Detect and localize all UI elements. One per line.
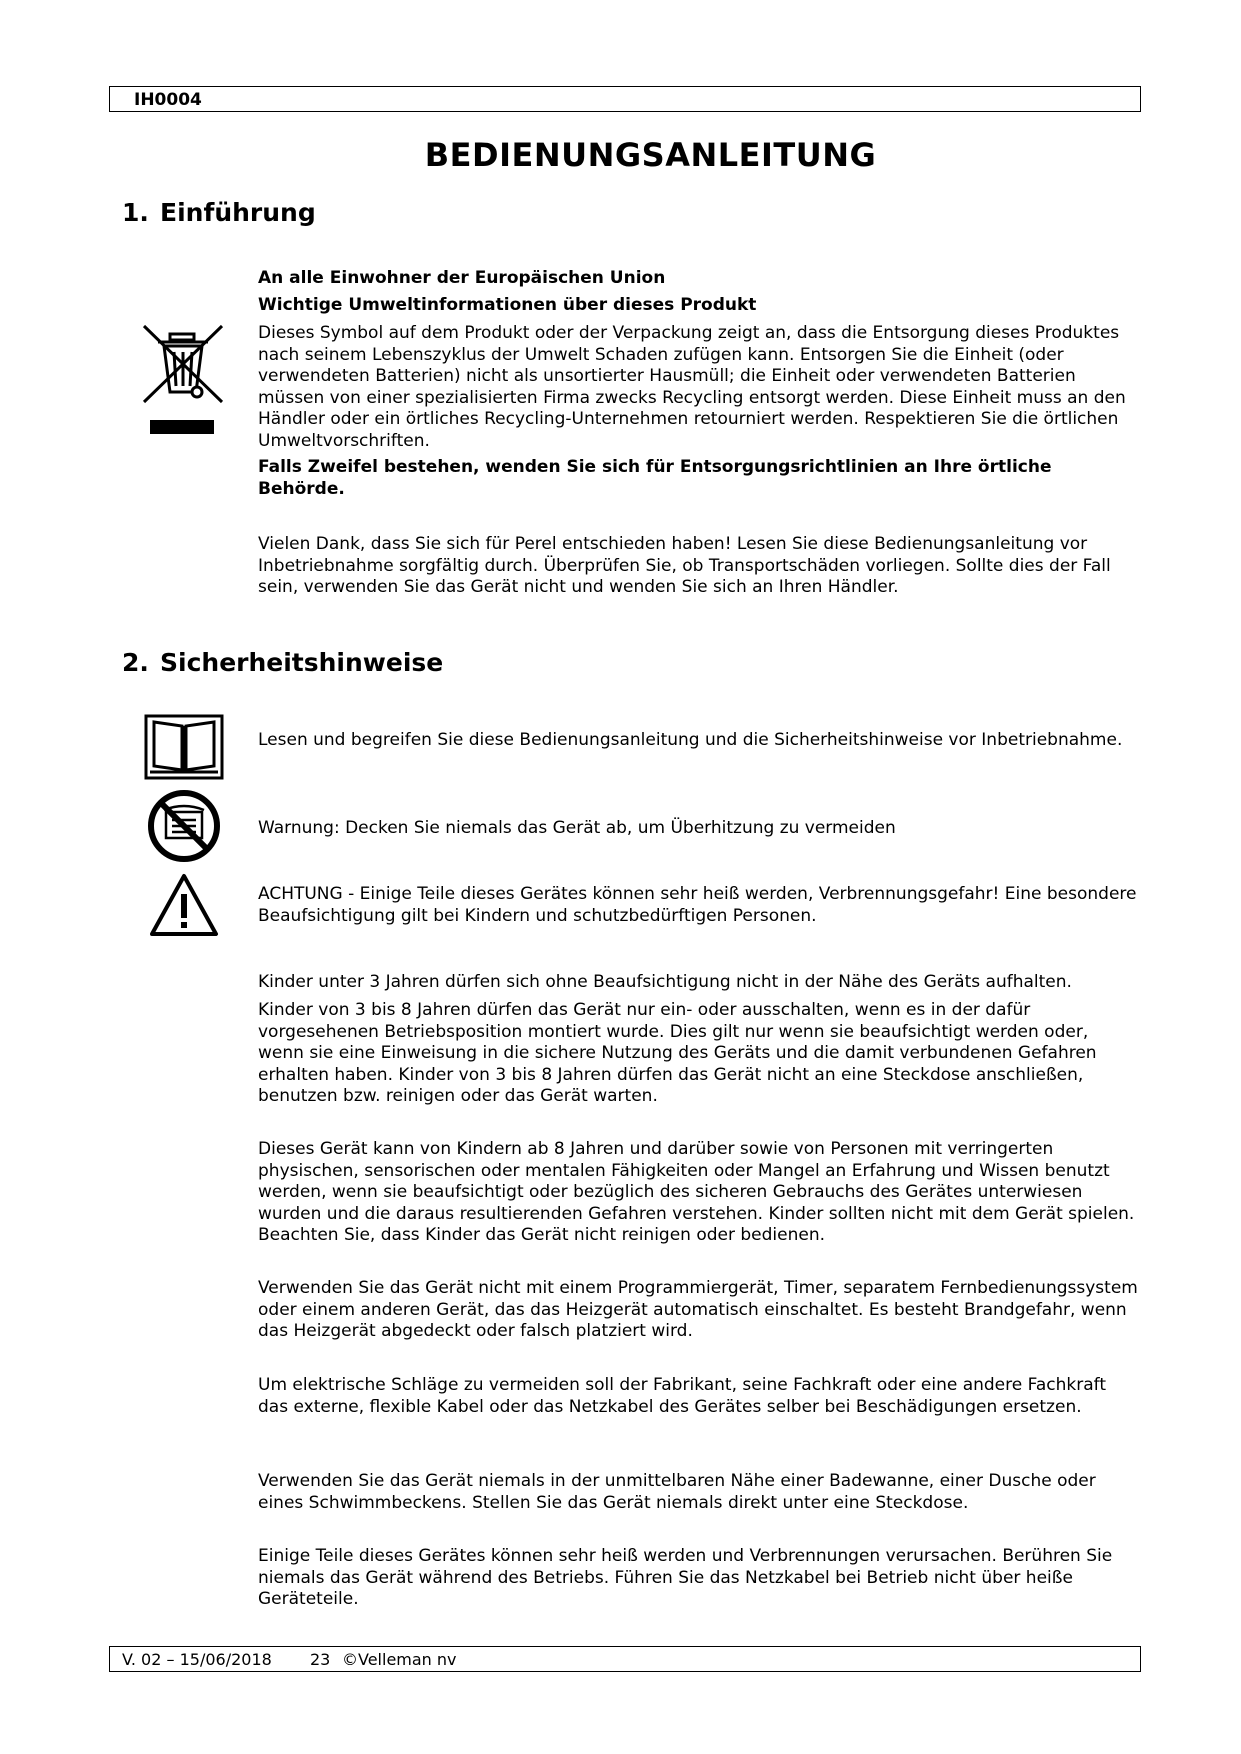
no-timer-text: Verwenden Sie das Gerät nicht mit einem Programmiergerät, Timer, separatem Fernbedienungssystem oder einem anderen Gerät, das das Heizgerät automatisch einschaltet. Es besteht Brandgefahr, wenn das Heizgerät abgedeckt oder falsch platziert wird. xyxy=(258,1278,1138,1341)
footer-version: V. 02 – 15/06/2018 xyxy=(122,1650,272,1669)
hot-parts-text: Einige Teile dieses Gerätes können sehr heiß werden und Verbrennungen verursachen. Berühren Sie niemals das Gerät während des Betriebs. Führen Sie das Netzkabel bei Betrieb nicht über heiße Geräteteile. xyxy=(258,1546,1113,1609)
disposal-doubt-text: Falls Zweifel bestehen, wenden Sie sich für Entsorgungsrichtlinien an Ihre örtliche Behörde. xyxy=(258,457,1052,499)
hot-parts-warning-text: ACHTUNG - Einige Teile dieses Gerätes können sehr heiß werden, Verbrennungsgefahr! Eine besondere Beaufsichtigung gilt bei Kindern und schutzbedürftigen Personen. xyxy=(258,884,1137,926)
section-heading-introduction xyxy=(122,198,316,227)
bathroom-text: Verwenden Sie das Gerät niemals in der unmittelbaren Nähe einer Badewanne, einer Dusche oder eines Schwimmbeckens. Stellen Sie das Gerät niemals direkt unter eine Steckdose. xyxy=(258,1471,1096,1513)
footer-page-number: 23 xyxy=(310,1650,331,1669)
section-heading-safety xyxy=(122,648,443,677)
read-manual-text: Lesen und begreifen Sie diese Bedienungsanleitung und die Sicherheitshinweise vor Inbetriebnahme. xyxy=(258,730,1123,750)
header-box xyxy=(109,86,1141,112)
children-3-to-8-text: Kinder von 3 bis 8 Jahren dürfen das Gerät nur ein- oder ausschalten, wenn es in der dafür vorgesehenen Betriebsposition montiert wurde. Dies gilt nur wenn sie beaufsichtigt werden oder, wenn sie eine Einweisung in die sichere Nutzung des Geräts und die damit verbundenen Gefahren erhalten haben. Kinder von 3 bis 8 Jahren dürfen das Gerät nicht an eine Steckdose anschließen, benutzen bzw. reinigen oder das Gerät warten. xyxy=(258,1000,1097,1106)
section-number: 1. xyxy=(122,198,149,227)
section-number: 2. xyxy=(122,648,149,677)
section-title: Einführung xyxy=(160,198,316,227)
footer-copyright: ©Velleman nv xyxy=(342,1650,457,1669)
cable-replacement-text: Um elektrische Schläge zu vermeiden soll der Fabrikant, seine Fachkraft oder eine andere Fachkraft das externe, flexible Kabel oder das Netzkabel des Gerätes selber bei Beschädigungen ersetzen. xyxy=(258,1375,1106,1417)
environment-heading: Wichtige Umweltinformationen über dieses Produkt xyxy=(258,295,757,315)
section-title: Sicherheitshinweise xyxy=(160,648,444,677)
warning-triangle-icon xyxy=(148,872,220,938)
do-not-cover-icon xyxy=(146,788,222,864)
thanks-text: Vielen Dank, dass Sie sich für Perel entschieden haben! Lesen Sie diese Bedienungsanleitung vor Inbetriebnahme sorgfältig durch. Überprüfen Sie, ob Transportschäden vorliegen. Sollte dies der Fall sein, verwenden Sie das Gerät nicht und wenden Sie sich an Ihren Händler. xyxy=(258,534,1111,597)
footer-box xyxy=(109,1646,1141,1672)
children-under-3-text: Kinder unter 3 Jahren dürfen sich ohne Beaufsichtigung nicht in der Nähe des Geräts aufhalten. xyxy=(258,972,1072,992)
read-manual-book-icon xyxy=(144,714,224,780)
weee-bin-icon xyxy=(140,320,226,438)
children-8-plus-text: Dieses Gerät kann von Kindern ab 8 Jahren und darüber sowie von Personen mit verringerten physischen, sensorischen oder mentalen Fähigkeiten oder Mangel an Erfahrung und Wissen benutzt werden, wenn sie beaufsichtigt oder bezüglich des sicheren Gebrauchs des Gerätes unterwiesen wurden und die daraus resultierenden Gefahren verstehen. Kinder sollten nicht mit dem Gerät spielen. Beachten Sie, dass Kinder das Gerät nicht reinigen oder bedienen. xyxy=(258,1139,1135,1245)
page-title: BEDIENUNGSANLEITUNG xyxy=(424,136,877,174)
environment-text: Dieses Symbol auf dem Produkt oder der Verpackung zeigt an, dass die Entsorgung dieses Produktes nach seinem Lebenszyklus der Umwelt Schaden zufügen kann. Entsorgen Sie die Einheit (oder verwendeten Batterien) nicht als unsortierter Hausmüll; die Einheit oder verwendeten Batterien müssen von einer spezialisierten Firma zwecks Recycling entsorgt werden. Diese Einheit muss an den Händler oder ein örtliches Recycling-Unternehmen retourniert werden. Respektieren Sie die örtlichen Umweltvorschriften. xyxy=(258,323,1126,451)
model-number: IH0004 xyxy=(134,90,202,110)
do-not-cover-text: Warnung: Decken Sie niemals das Gerät ab, um Überhitzung zu vermeiden xyxy=(258,818,896,838)
eu-heading: An alle Einwohner der Europäischen Union xyxy=(258,268,666,288)
